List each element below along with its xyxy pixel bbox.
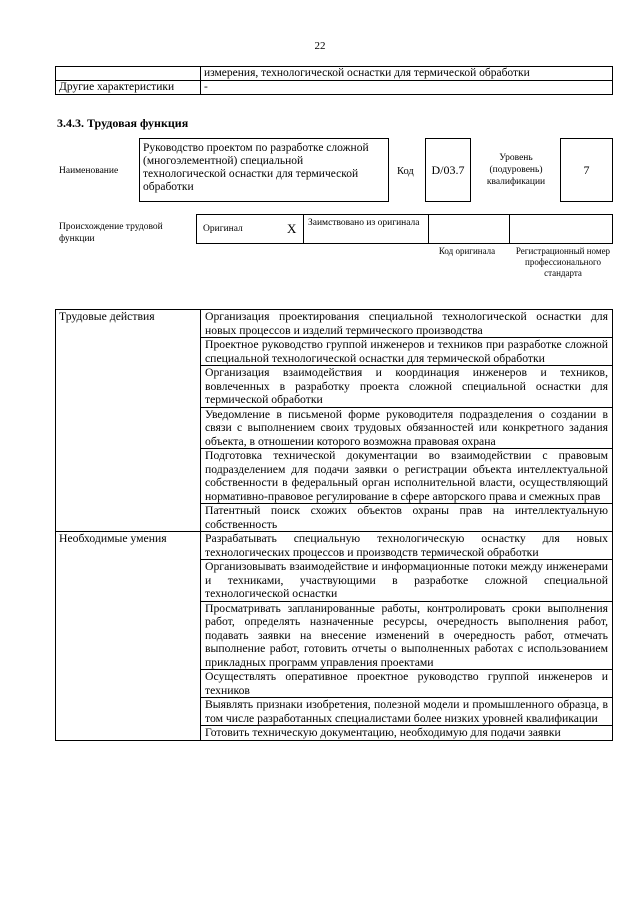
table-cell: измерения, технологической оснастки для термической обработки <box>201 67 613 81</box>
original-code-cell <box>428 214 510 244</box>
table-row <box>56 67 613 81</box>
table-cell: Проектное руководство группой инженеров и техников при разработке сложной специальной технологической оснастки для термической обработки <box>201 338 613 366</box>
origin-row <box>196 214 613 244</box>
name-label: Наименование <box>59 166 119 176</box>
table-cell: Готовить техническую документацию, необходимую для подачи заявки <box>201 726 613 741</box>
table-row <box>56 532 613 560</box>
table-row <box>56 310 613 338</box>
table-cell: Просматривать запланированные работы, контролировать сроки выполнения работ, определять назначенные ресурсы, очередность выполнения работ, подавать заявки на внесение изменений в очередность работ, отмечать выполнение работ, готовить отчеты о выполненных работах с использованием прикладных программ управления проектами <box>201 601 613 670</box>
section-title: 3.4.3. Трудовая функция <box>57 116 189 130</box>
skills-label: Необходимые умения <box>56 532 201 741</box>
original-code-caption: Код оригинала <box>438 246 496 256</box>
table-row <box>56 81 613 95</box>
origin-label: Происхождение трудовой функции <box>59 222 163 244</box>
table-cell: Патентный поиск схожих объектов охраны прав на интеллектуальную собственность <box>201 504 613 532</box>
original-cell <box>196 214 304 244</box>
function-name: Руководство проектом по разработке сложной (многоэлементной) специальной технологической оснастки для термической обработки <box>139 138 389 202</box>
table-cell: Уведомление в письменой форме руководителя подразделения о создании в связи с выполнением своих трудовых обязанностей или конкретного задания объекта, в отношении которого возможна правовая охрана <box>201 407 613 449</box>
top-table <box>55 66 613 95</box>
original-mark: X <box>287 221 297 236</box>
table-cell: Другие характеристики <box>56 81 201 95</box>
main-table <box>55 309 613 741</box>
table-cell: Организация проектирования специальной технологической оснастки для новых процессов и изделий термического производства <box>201 310 613 338</box>
table-cell <box>56 67 201 81</box>
borrowed-cell <box>303 214 429 244</box>
table-cell: Организовывать взаимодействие и информационные потоки между инженерами и техниками, участвующими в разработке сложной специальной технологической оснастки <box>201 560 613 602</box>
page-number: 22 <box>314 40 326 52</box>
code-label: Код <box>397 166 414 177</box>
table-cell: Осуществлять оперативное проектное руководство группой инженеров и техников <box>201 670 613 698</box>
table-cell: Выявлять признаки изобретения, полезной модели и промышленного образца, в том числе разработанных специалистами более низких уровней квалификации <box>201 698 613 726</box>
level-value: 7 <box>560 138 613 202</box>
code-value: D/03.7 <box>425 138 471 202</box>
borrowed-label: Заимствовано из оригинала <box>308 218 420 228</box>
table-cell: - <box>201 81 613 95</box>
reg-number-caption: Регистрационный номер профессионального стандарта <box>515 246 611 278</box>
table-cell: Подготовка технической документации во взаимодействии с правовым подразделением для подачи заявки о регистрации объекта интеллектуальной собственности в федеральный орган исполнительной власти, осуществляющий нормативно-правовое регулирование в сфере авторского права и смежных прав <box>201 449 613 504</box>
reg-number-cell <box>509 214 613 244</box>
original-label: Оригинал <box>203 224 243 234</box>
table-cell: Организация взаимодействия и координация инженеров и техников, вовлеченных в разработку проекта сложной специальной оснастки для термической обработки <box>201 366 613 408</box>
level-label: Уровень (подуровень) квалификации <box>486 153 546 187</box>
table-cell: Разрабатывать специальную технологическую оснастку для новых технологических процессов и производств термической обработки <box>201 532 613 560</box>
labor-actions-label: Трудовые действия <box>56 310 201 532</box>
